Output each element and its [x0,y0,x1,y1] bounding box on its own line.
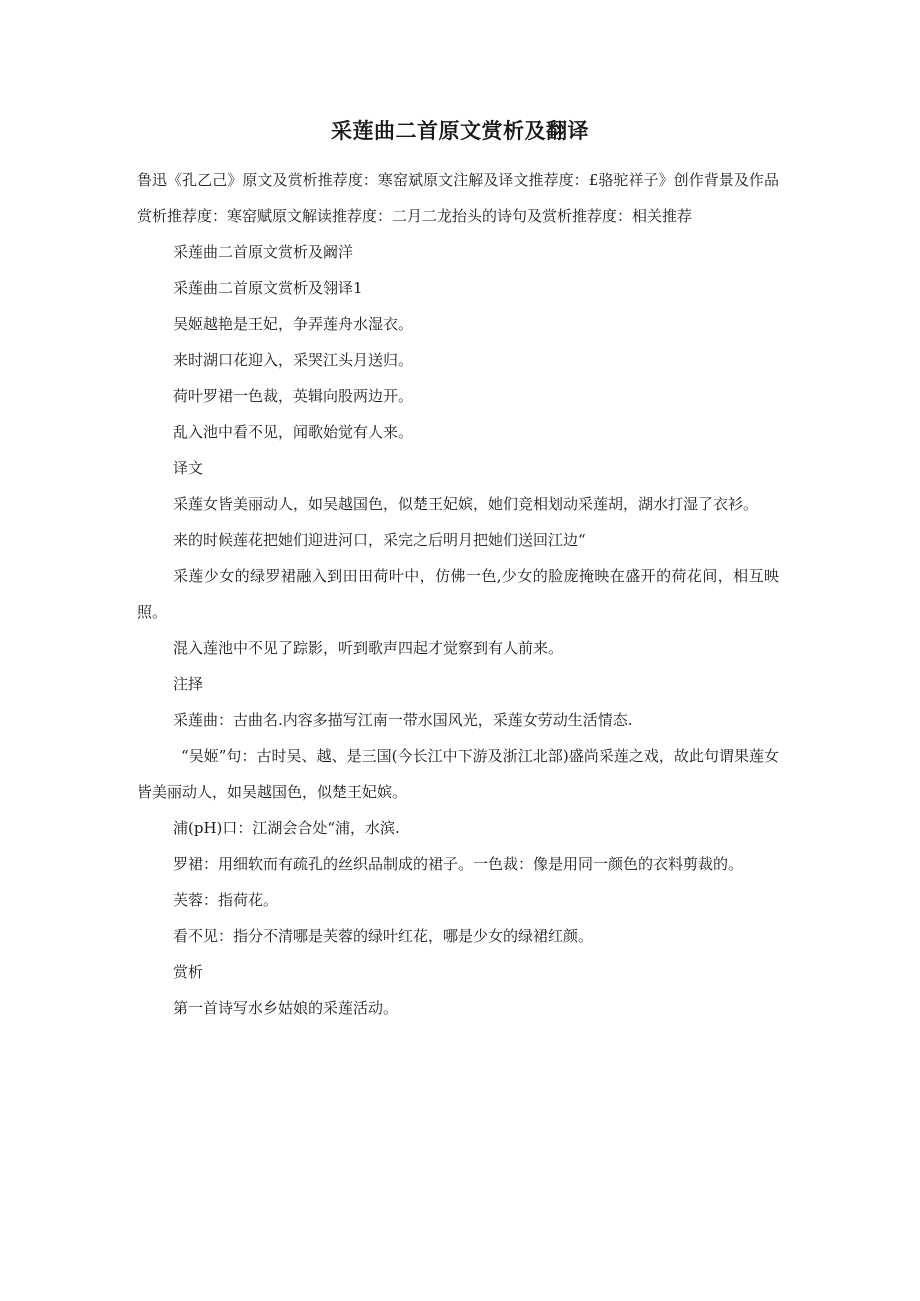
paragraph: 来的时候莲花把她们迎进河口，采完之后明月把她们送回江边“ [173,531,586,549]
paragraph: 采莲曲二首原文赏析及翎译1 [173,279,363,297]
paragraph: 来时湖口花迎入，采哭江头月送归。 [173,351,414,369]
paragraph: 采莲曲二首原文赏析及阚洋 [173,243,354,261]
paragraph: 采莲女皆美丽动人，如吴越国色，似楚王妃嫔，她们竞相划动采莲胡，湖水打湿了衣衫。 [173,495,759,513]
document-title: 采莲曲二首原文赏析及翻译 [331,119,589,143]
paragraph: 看不见：指分不清哪是芙蓉的绿叶红花，哪是少女的绿裙红颜。 [173,927,594,945]
paragraph: 浦(pH)口：江湖会合处“浦，水滨. [173,819,400,837]
paragraph: “吴姬”句：古时吴、越、是三国(今长江中下游及浙江北部)盛尚采莲之戏，故此句谓果莲女皆美丽动人，如吴越国色，似楚王妃嫔。 [137,747,779,801]
paragraph: 译文 [173,459,204,477]
paragraph: 注择 [173,675,204,693]
paragraph: 荷叶罗裙一色裁，英辑向股两边开。 [173,387,414,405]
paragraph: 混入莲池中不见了踪影，听到歌声四起才觉察到有人前来。 [173,639,564,657]
paragraph: 芙蓉：指荷花。 [173,891,279,909]
paragraph: 采莲曲：古曲名.内容多描写江南一带水国风光，采莲女劳动生活情态. [173,711,633,729]
paragraph: 赏析 [173,963,204,981]
paragraph: 第一首诗写水乡姑娘的采莲活动。 [173,999,399,1017]
paragraph: 吴姬越艳是王妃，争弄莲舟水湿衣。 [173,315,414,333]
document-page [137,114,779,1026]
paragraph: 采莲少女的绿罗裙融入到田田荷叶中，仿佛一色,少女的脸庞掩映在盛开的荷花间，相互映照。 [137,567,779,621]
paragraph: 乱入池中看不见，闻歌始觉有人来。 [173,423,414,441]
document-body [137,162,779,1026]
paragraph: 鲁迅《孔乙己》原文及赏析推荐度：寒窑斌原文注解及译文推荐度：£骆驼祥子》创作背景及作品赏析推荐度：寒窑赋原文解读推荐度：二月二龙抬头的诗句及赏析推荐度：相关推荐 [137,171,779,225]
paragraph: 罗裙：用细软而有疏孔的丝织品制成的裙子。一色裁：像是用同一颜色的衣料剪裁的。 [173,855,744,873]
